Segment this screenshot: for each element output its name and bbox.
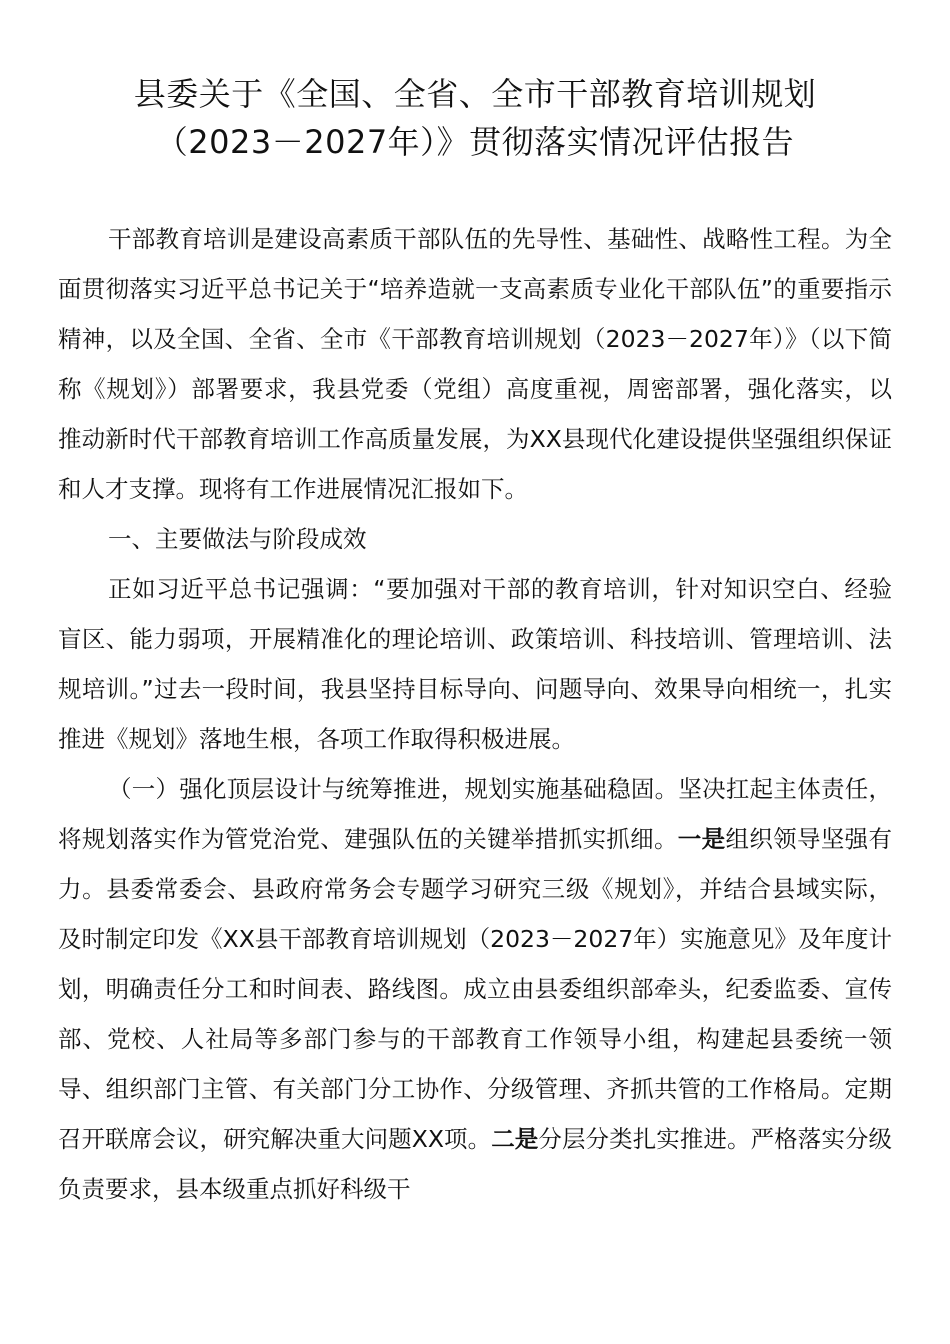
subsection-1-text-b: 组织领导坚强有力。县委常委会、县政府常务会专题学习研究三级《规划》，并结合县域实际，及时制定印发《XX县干部教育培训规划（2023－2027年）实施意见》及年度计划，明确责任分工和时间表、路线图。成立由县委组织部牵头，纪委监委、宣传部、党校、人社局等多部门参与的干部教育工作领导小组，构建起县委统一领导、组织部门主管、有关部门分工协作、分级管理、齐抓共管的工作格局。定期召开联席会议，研究解决重大问题XX项。 (58, 825, 893, 1153)
bold-marker-second: 二是 (491, 1125, 539, 1153)
subsection-1-text-c: 分层分类扎实推进。严格落实分级负责要求，县本级重点抓好科级干 (58, 1125, 893, 1203)
bold-marker-first: 一是 (677, 825, 726, 853)
section-1-intro-paragraph: 正如习近平总书记强调：“要加强对干部的教育培训，针对知识空白、经验盲区、能力弱项，开展精准化的理论培训、政策培训、科技培训、管理培训、法规培训。”过去一段时间，我县坚持目标导向、问题导向、效果导向相统一，扎实推进《规划》落地生根，各项工作取得积极进展。 (58, 575, 892, 753)
subsection-1-paragraph (58, 764, 892, 1214)
document-page (58, 70, 892, 1214)
document-title (58, 70, 892, 166)
title-line-1: 县委关于《全国、全省、全市干部教育培训规划 (133, 75, 817, 113)
title-line-2: （2023－2027年）》贯彻落实情况评估报告 (155, 123, 795, 161)
section-1-heading: 一、主要做法与阶段成效 (108, 525, 367, 553)
intro-paragraph: 干部教育培训是建设高素质干部队伍的先导性、基础性、战略性工程。为全面贯彻落实习近平总书记关于“培养造就一支高素质专业化干部队伍”的重要指示精神，以及全国、全省、全市《干部教育培训规划（2023－2027年）》（以下简称《规划》）部署要求，我县党委（党组）高度重视，周密部署，强化落实，以推动新时代干部教育培训工作高质量发展，为XX县现代化建设提供坚强组织保证和人才支撑。现将有工作进展情况汇报如下。 (58, 225, 892, 503)
subsection-1-text-a: （一）强化顶层设计与统筹推进，规划实施基础稳固。坚决扛起主体责任，将规划落实作为管党治党、建强队伍的关键举措抓实抓细。 (58, 775, 892, 853)
